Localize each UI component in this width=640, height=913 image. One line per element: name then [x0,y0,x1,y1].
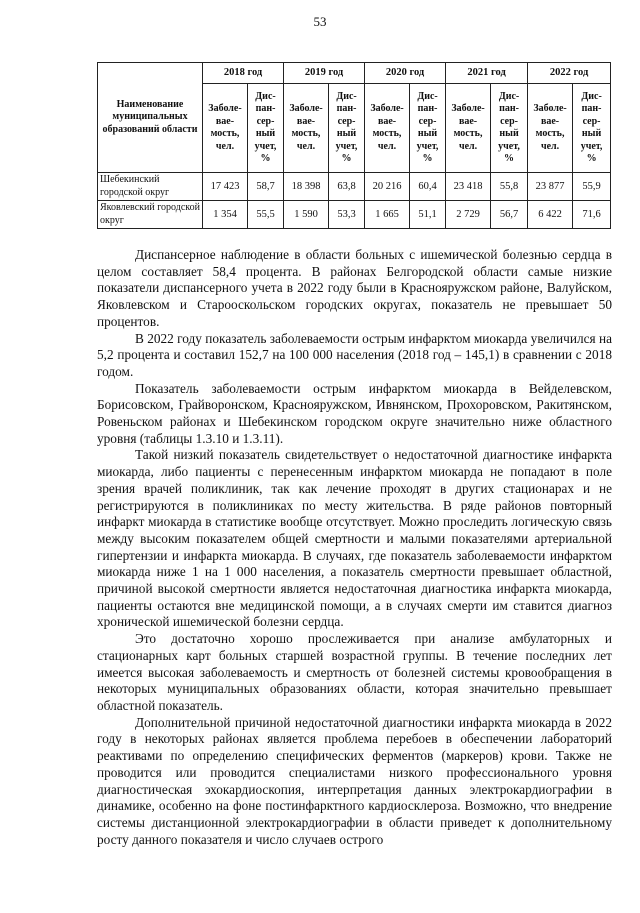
cell-value: 1 354 [203,201,248,229]
body-text [97,247,612,848]
cell-value: 1 590 [284,201,329,229]
paragraph: Такой низкий показатель свидетельствует о недостаточной диагностике инфаркта миокарда, либо пациенты с перенесенным инфарктом миокарда не попадают в поле зрения врачей поликлиник, так как лечение проходят в других стационарах и не регистрируются в поликлиниках по месту жительства. В ряде районов повторный инфаркт миокарда в статистике вообще отсутствует. Можно проследить логическую связь между высоким показателем общей смертности и малыми показателями артериальной гипертензии и инфаркта миокарда. В случаях, где показатель заболеваемости инфарктом миокарда ниже 1 на 1 000 населения, а показатель смертности превышает областной, причиной высокой смертности является недостаточная диагностика инфаркта миокарда, пациенты остаются вне медицинской помощи, а в случаях смерти им ставится диагноз хронической ишемической болезни сердца. [97,447,612,630]
paragraph: Это достаточно хорошо прослеживается при анализе амбулаторных и стационарных карт больных старшей возрастной группы. В течение последних лет имеется высокая заболеваемость и смертность от болезней системы кровообращения в некоторых муниципальных образованиях области, которая значительно превышает областной показатель. [97,631,612,713]
paragraph: В 2022 году показатель заболеваемости острым инфарктом миокарда увеличился на 5,2 процента и составил 152,7 на 100 000 населения (2018 год – 145,1) в сравнении с 2018 годом. [97,330,612,379]
cell-value: 53,3 [329,201,365,229]
cell-value: 56,7 [491,201,528,229]
cell-value: 51,1 [410,201,446,229]
cell-value: 58,7 [248,173,284,201]
paragraph: Диспансерное наблюдение в области больных с ишемической болезнью сердца в целом составляет 58,4 процента. В районах Белгородской области самые низкие показатели диспансерного учета в 2022 году были в Краснояружском районе, Валуйском, Яковлевском и Старооскольском городских округах, показатель не превышает 50 процентов. [97,247,612,329]
row-municipality-name: Яковлевский городской округ [98,201,203,229]
cell-value: 2 729 [446,201,491,229]
page-number: 53 [313,14,327,29]
header-dispensary: Дис-пан-сер-ный учет, % [329,84,365,173]
cell-value: 18 398 [284,173,329,201]
cell-value: 1 665 [365,201,410,229]
cell-value: 6 422 [528,201,573,229]
header-dispensary: Дис-пан-сер-ный учет, % [573,84,611,173]
header-morbidity: Заболе-вае-мость, чел. [446,84,491,173]
header-year: 2021 год [446,63,528,84]
header-morbidity: Заболе-вае-мость, чел. [528,84,573,173]
cell-value: 17 423 [203,173,248,201]
row-municipality-name: Шебекинский городской округ [98,173,203,201]
cell-value: 55,9 [573,173,611,201]
header-morbidity: Заболе-вае-мость, чел. [365,84,410,173]
cell-value: 20 216 [365,173,410,201]
cell-value: 55,5 [248,201,284,229]
header-year: 2018 год [203,63,284,84]
header-year: 2022 год [528,63,611,84]
table-row [98,173,611,201]
header-year: 2020 год [365,63,446,84]
header-morbidity: Заболе-вае-мость, чел. [203,84,248,173]
paragraph: Дополнительной причиной недостаточной диагностики инфаркта миокарда в 2022 году в некоторых районах является проблема перебоев в обеспечении лабораторий реактивами по определению специфических ферментов (маркеров) крови. Также не проводится или проводится специалистами низкого профессионального уровня диагностическая эхокардиоскопия, интерпретация данных электрокардиографии в динамике, особенно на фоне постинфарктного кардиосклероза. Возможно, что внедрение системы дистанционной электрокардиографии в области приведет к дополнительному росту данного показателя и число случаев острого [97,714,612,847]
cell-value: 55,8 [491,173,528,201]
header-municipality: Наименование муниципальных образований области [98,63,203,173]
cell-value: 23 418 [446,173,491,201]
header-dispensary: Дис-пан-сер-ный учет, % [491,84,528,173]
header-dispensary: Дис-пан-сер-ный учет, % [248,84,284,173]
statistics-table [97,62,611,229]
header-dispensary: Дис-пан-сер-ный учет, % [410,84,446,173]
header-year: 2019 год [284,63,365,84]
cell-value: 71,6 [573,201,611,229]
paragraph: Показатель заболеваемости острым инфарктом миокарда в Вейделевском, Борисовском, Грайворонском, Краснояружском, Ивнянском, Прохоровском, Ракитянском, Ровеньском районах и Шебекинском городском округе значительно ниже областного уровня (таблицы 1.3.10 и 1.3.11). [97,380,612,446]
cell-value: 60,4 [410,173,446,201]
cell-value: 63,8 [329,173,365,201]
table-row [98,201,611,229]
cell-value: 23 877 [528,173,573,201]
header-morbidity: Заболе-вае-мость, чел. [284,84,329,173]
